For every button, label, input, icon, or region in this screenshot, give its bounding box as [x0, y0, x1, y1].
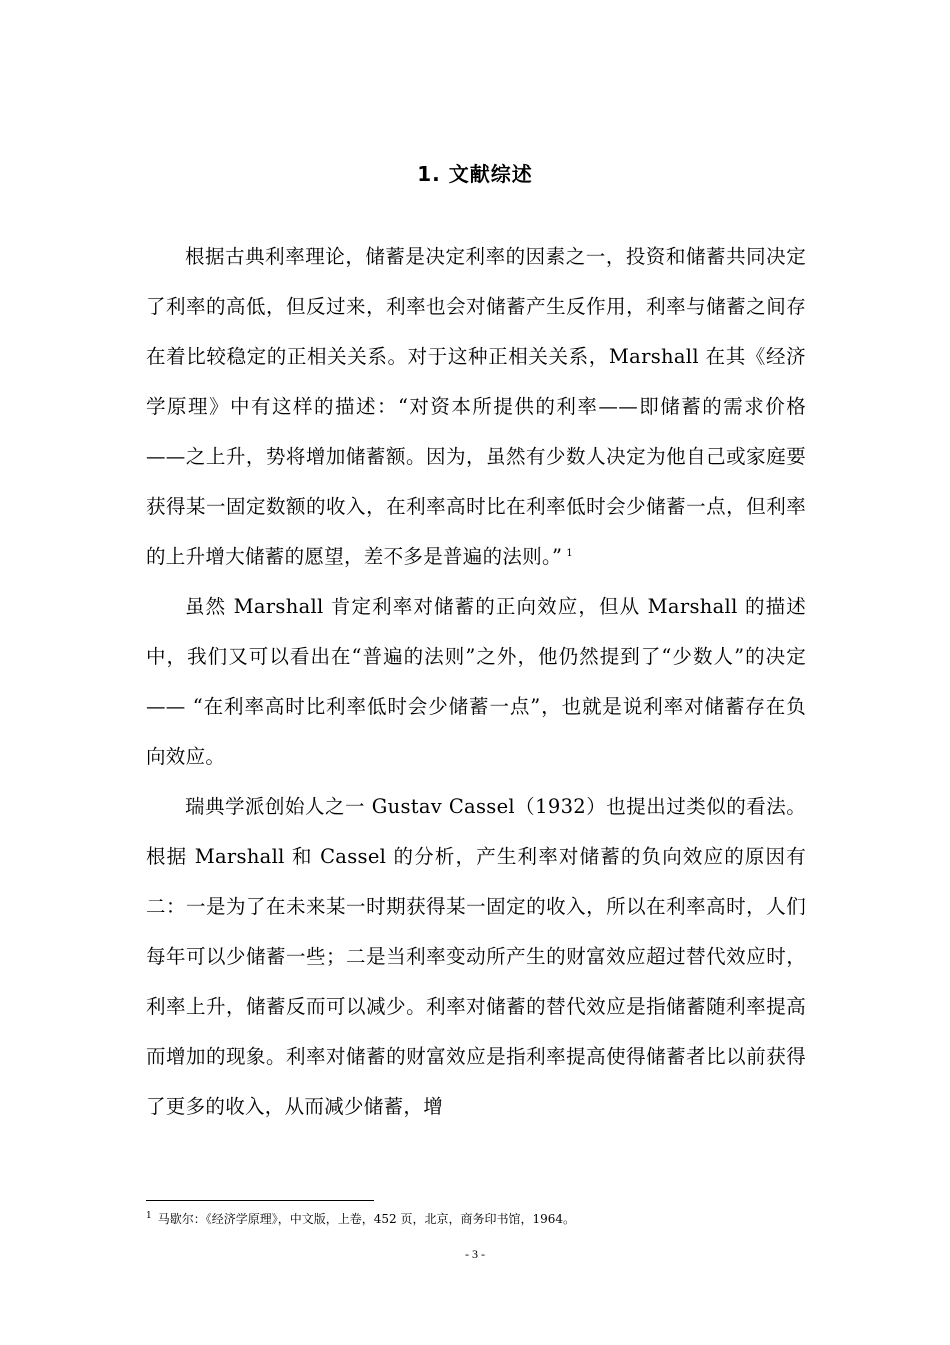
footnote-separator: [146, 1200, 374, 1201]
footnote-text: 马歇尔：《经济学原理》，中文版，上卷，452 页，北京，商务印书馆，1964。: [157, 1212, 575, 1226]
footnote-reference: 1: [566, 547, 573, 559]
footnote-number: 1: [146, 1211, 152, 1221]
body-text: [146, 232, 806, 1132]
footnote: [146, 1211, 806, 1227]
paragraph-2: 虽然 Marshall 肯定利率对储蓄的正向效应，但从 Marshall 的描述中，我们又可以看出在“普遍的法则”之外，他仍然提到了“少数人”的决定—— “在利率高时比利率低时会少储蓄一点”，也就是说利率对储蓄存在负向效应。: [146, 595, 806, 768]
paragraph-1-text: 根据古典利率理论，储蓄是决定利率的因素之一，投资和储蓄共同决定了利率的高低，但反过来，利率也会对储蓄产生反作用，利率与储蓄之间存在着比较稳定的正相关关系。对于这种正相关关系，Marshall 在其《经济学原理》中有这样的描述：“对资本所提供的利率——即储蓄的需求价格——之上升，势将增加储蓄额。因为，虽然有少数人决定为他自己或家庭要获得某一固定数额的收入，在利率高时比在利率低时会少储蓄一点，但利率的上升增大储蓄的愿望，差不多是普遍的法则。”: [146, 245, 806, 568]
paragraph-3: 瑞典学派创始人之一 Gustav Cassel（1932）也提出过类似的看法。根据 Marshall 和 Cassel 的分析，产生利率对储蓄的负向效应的原因有二：一是为了在未来某一时期获得某一固定的收入，所以在利率高时，人们每年可以少储蓄一些；二是当利率变动所产生的财富效应超过替代效应时，利率上升，储蓄反而可以减少。利率对储蓄的替代效应是指储蓄随利率提高而增加的现象。利率对储蓄的财富效应是指利率提高使得储蓄者比以前获得了更多的收入，从而减少储蓄，增: [146, 795, 806, 1118]
paragraph-1: [146, 232, 806, 582]
section-heading: 1. 文献综述: [417, 162, 533, 186]
page-number: - 3 -: [465, 1247, 485, 1261]
